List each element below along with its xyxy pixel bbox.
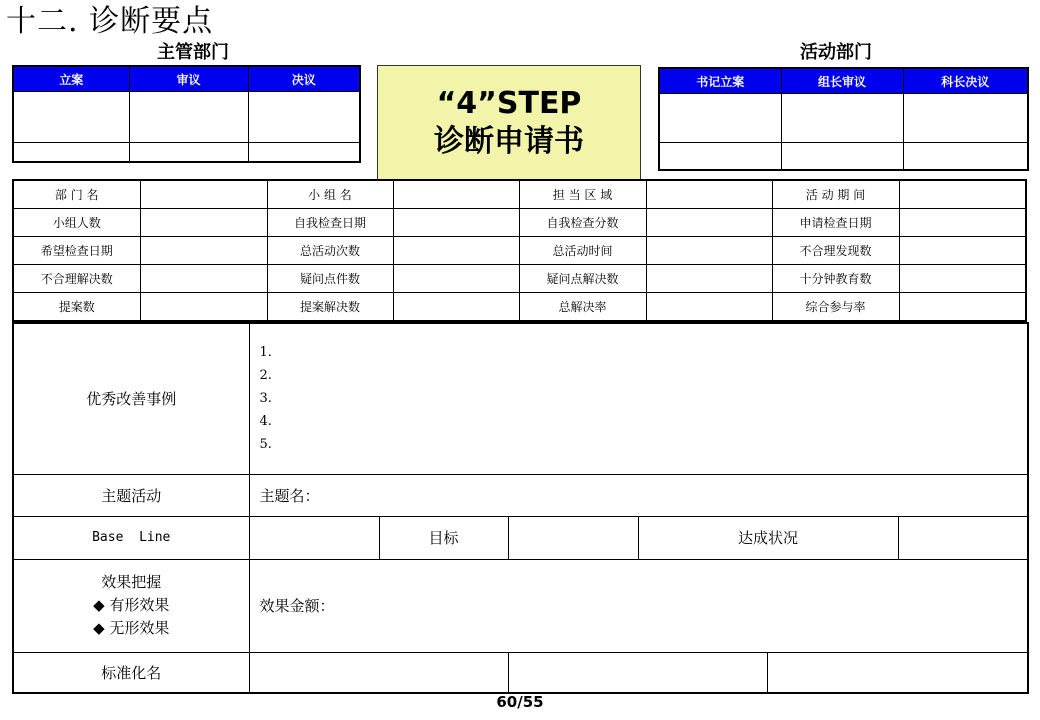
info-label: 提案数 xyxy=(13,293,140,322)
right-approval-table xyxy=(658,67,1029,171)
excellent-row xyxy=(13,323,1028,474)
info-value[interactable] xyxy=(646,265,772,293)
sign-cell[interactable] xyxy=(781,94,903,143)
info-label: 活 动 期 间 xyxy=(772,180,899,209)
standard-label: 标准化名 xyxy=(13,652,249,693)
sign-cell[interactable] xyxy=(248,92,360,143)
info-label: 自我检查日期 xyxy=(267,209,393,237)
info-value[interactable] xyxy=(140,265,267,293)
info-label: 提案解决数 xyxy=(267,293,393,322)
main-table xyxy=(12,322,1029,694)
approval-header: 立案 xyxy=(13,66,129,92)
sign-cell[interactable] xyxy=(903,94,1028,143)
effect-label: 效果把握 xyxy=(101,573,162,591)
info-label: 希望检查日期 xyxy=(13,237,140,265)
date-cell[interactable] xyxy=(781,143,903,171)
info-value[interactable] xyxy=(899,237,1026,265)
standard-value[interactable] xyxy=(249,652,508,693)
info-label: 小组人数 xyxy=(13,209,140,237)
info-label: 不合理解决数 xyxy=(13,265,140,293)
info-label: 疑问点件数 xyxy=(267,265,393,293)
info-value[interactable] xyxy=(899,180,1026,209)
info-value[interactable] xyxy=(393,180,519,209)
baseline-value[interactable] xyxy=(249,516,379,559)
info-label: 总活动次数 xyxy=(267,237,393,265)
baseline-row xyxy=(13,516,1028,559)
info-label: 综合参与率 xyxy=(772,293,899,322)
theme-name-label: 主题名： xyxy=(259,486,320,505)
effect-label-cell xyxy=(13,559,249,652)
info-value[interactable] xyxy=(140,237,267,265)
left-dept-label: 主管部门 xyxy=(157,42,229,63)
info-value[interactable] xyxy=(646,180,772,209)
info-label: 自我检查分数 xyxy=(519,209,646,237)
approval-header: 审议 xyxy=(129,66,248,92)
achievement-value[interactable] xyxy=(898,516,1028,559)
form-title-main: 诊断申请书 xyxy=(434,123,584,159)
effect-item: ◆ 无形效果 xyxy=(93,619,170,637)
info-row xyxy=(13,209,1026,237)
info-value[interactable] xyxy=(646,237,772,265)
sign-cell[interactable] xyxy=(129,92,248,143)
info-label: 小 组 名 xyxy=(267,180,393,209)
info-label: 总活动时间 xyxy=(519,237,646,265)
approval-header: 组长审议 xyxy=(781,68,903,94)
sign-cell[interactable] xyxy=(13,92,129,143)
effect-amount-label: 效果金额： xyxy=(259,597,335,615)
info-table xyxy=(12,179,1027,322)
info-label: 部 门 名 xyxy=(13,180,140,209)
info-value[interactable] xyxy=(393,293,519,322)
info-value[interactable] xyxy=(646,293,772,322)
effect-amount-field[interactable] xyxy=(249,559,1028,652)
effect-row xyxy=(13,559,1028,652)
standard-value[interactable] xyxy=(767,652,1028,693)
excellent-item: 5. xyxy=(259,437,272,453)
info-value[interactable] xyxy=(899,209,1026,237)
excellent-item: 1. xyxy=(259,345,272,361)
info-value[interactable] xyxy=(646,209,772,237)
left-approval-table xyxy=(12,65,361,163)
theme-row xyxy=(13,474,1028,516)
date-cell[interactable] xyxy=(13,143,129,163)
info-value[interactable] xyxy=(393,265,519,293)
excellent-item: 3. xyxy=(259,391,272,407)
effect-item: ◆ 有形效果 xyxy=(93,596,170,614)
achievement-label: 达成状况 xyxy=(638,516,898,559)
info-label: 申请检查日期 xyxy=(772,209,899,237)
info-row xyxy=(13,265,1026,293)
info-label: 担 当 区 域 xyxy=(519,180,646,209)
info-value[interactable] xyxy=(393,209,519,237)
info-value[interactable] xyxy=(393,237,519,265)
date-cell[interactable] xyxy=(659,143,781,171)
info-label: 十分钟教育数 xyxy=(772,265,899,293)
theme-name-field[interactable] xyxy=(249,474,1028,516)
sign-cell[interactable] xyxy=(659,94,781,143)
baseline-label: Base Line xyxy=(13,516,249,559)
page-title: 十二. 诊断要点 xyxy=(6,4,214,39)
info-label: 总解决率 xyxy=(519,293,646,322)
info-value[interactable] xyxy=(899,293,1026,322)
approval-header: 决议 xyxy=(248,66,360,92)
excellent-label: 优秀改善事例 xyxy=(13,323,249,474)
excellent-item: 4. xyxy=(259,414,272,430)
info-value[interactable] xyxy=(140,293,267,322)
target-label: 目标 xyxy=(379,516,508,559)
form-title-box xyxy=(377,65,641,180)
info-row xyxy=(13,293,1026,322)
excellent-item: 2. xyxy=(259,368,272,384)
right-dept-label: 活动部门 xyxy=(800,42,872,63)
date-cell[interactable] xyxy=(129,143,248,163)
info-label: 不合理发现数 xyxy=(772,237,899,265)
approval-header: 科长决议 xyxy=(903,68,1028,94)
approval-header: 书记立案 xyxy=(659,68,781,94)
page-number: 60/55 xyxy=(496,693,544,711)
date-cell[interactable] xyxy=(903,143,1028,171)
standard-row xyxy=(13,652,1028,693)
info-value[interactable] xyxy=(140,180,267,209)
info-value[interactable] xyxy=(899,265,1026,293)
form-title-step: “4”STEP xyxy=(436,85,582,121)
info-label: 疑问点解决数 xyxy=(519,265,646,293)
standard-value[interactable] xyxy=(508,652,767,693)
theme-label: 主题活动 xyxy=(13,474,249,516)
target-value[interactable] xyxy=(508,516,638,559)
info-row xyxy=(13,180,1026,209)
info-value[interactable] xyxy=(140,209,267,237)
excellent-list[interactable] xyxy=(249,323,1028,474)
info-row xyxy=(13,237,1026,265)
date-cell[interactable] xyxy=(248,143,360,163)
